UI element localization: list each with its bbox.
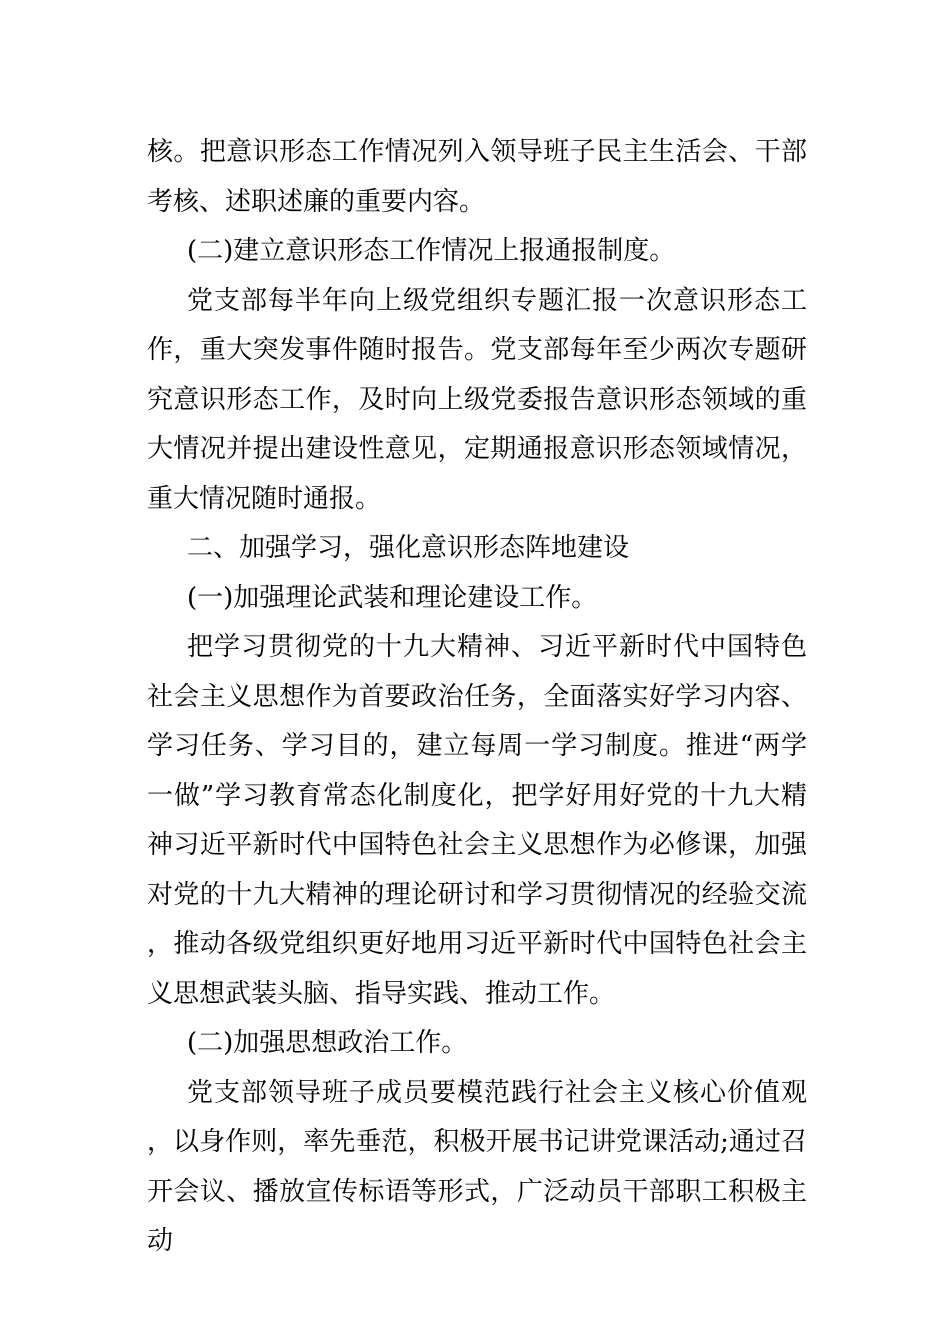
document-body — [147, 128, 807, 1267]
paragraph-theory: 把学习贯彻党的十九大精神、习近平新时代中国特色社会主义思想作为首要政治任务，全面落实好学习内容、学习任务、学习目的，建立每周一学习制度。推进“两学一做”学习教育常态化制度化，把学好用好党的十九大精神习近平新时代中国特色社会主义思想作为必修课，加强对党的十九大精神的理论研讨和学习贯彻情况的经验交流，推动各级党组织更好地用习近平新时代中国特色社会主义思想武装头脑、指导实践、推动工作。 — [147, 632, 807, 1009]
paragraph-continuation: 核。把意识形态工作情况列入领导班子民主生活会、干部考核、述职述廉的重要内容。 — [147, 137, 807, 217]
paragraph-political-work: 党支部领导班子成员要模范践行社会主义核心价值观，以身作则，率先垂范，积极开展书记讲党课活动;通过召开会议、播放宣传标语等形式，广泛动员干部职工积极主动 — [147, 1077, 807, 1256]
section-heading-study: 二、加强学习，强化意识形态阵地建设 — [187, 533, 630, 563]
subheading-reporting-system: (二)建立意识形态工作情况上报通报制度。 — [187, 236, 676, 266]
subheading-political-work: (二)加强思想政治工作。 — [187, 1028, 468, 1058]
paragraph-reporting: 党支部每半年向上级党组织专题汇报一次意识形态工作，重大突发事件随时报告。党支部每年至少两次专题研究意识形态工作，及时向上级党委报告意识形态领域的重大情况并提出建设性意见，定期通报意识形态领域情况，重大情况随时通报。 — [147, 285, 807, 514]
subheading-theory: (一)加强理论武装和理论建设工作。 — [187, 582, 598, 613]
